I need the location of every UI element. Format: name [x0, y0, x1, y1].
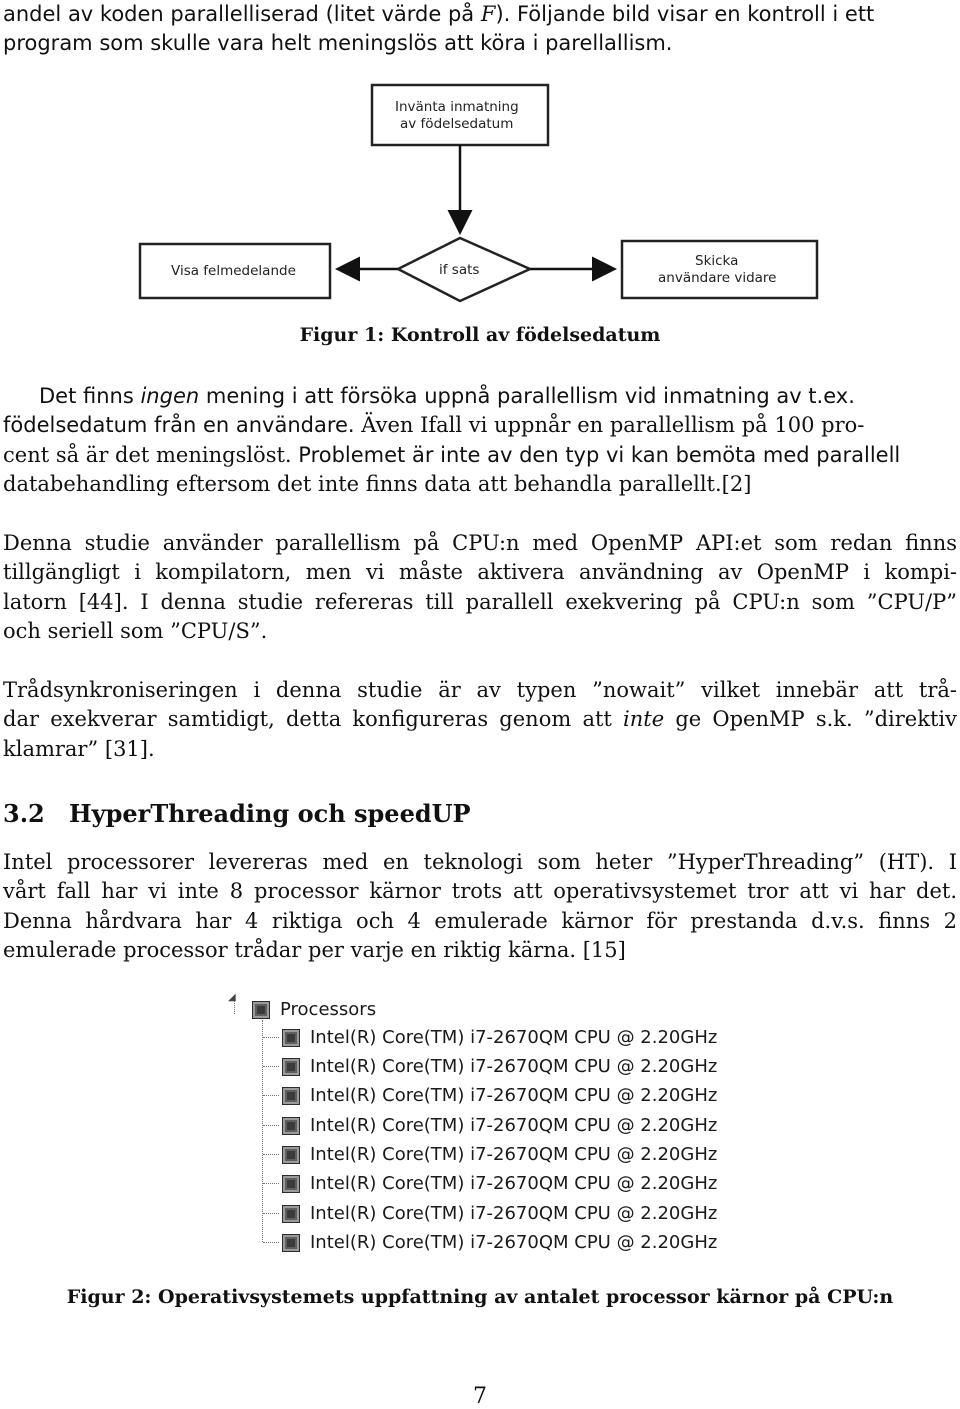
flowchart-send-line1: Skicka [695, 253, 739, 269]
collapse-icon[interactable]: ◢ [228, 992, 236, 1003]
cpu-label: Intel(R) Core(TM) i7-2670QM CPU @ 2.20GHz [310, 1144, 718, 1165]
tree-item-cpu[interactable] [282, 1081, 717, 1110]
processor-icon [282, 1029, 300, 1047]
tree-root-label: Processors [280, 999, 377, 1020]
p3-line2-b: ge OpenMP s.k. ”direktiv [664, 707, 957, 732]
cpu-label: Intel(R) Core(TM) i7-2670QM CPU @ 2.20GHz [310, 1027, 718, 1048]
processor-icon [282, 1205, 300, 1223]
p1-line1-b: mening i att försöka uppnå parallellism vid inmatning av t.ex. [199, 384, 855, 408]
p1-line3-serif: cent så är det meningslöst. [3, 442, 292, 467]
p4-line4: emulerade processor trådar per varje en riktig kärna. [15] [3, 938, 626, 963]
p1-line3-sans: Problemet är inte av den typ vi kan bemöta med parallell [291, 442, 901, 467]
tree-item-cpu[interactable] [282, 1111, 717, 1140]
cpu-label: Intel(R) Core(TM) i7-2670QM CPU @ 2.20GHz [310, 1173, 718, 1194]
intro-variable-f: F [480, 2, 496, 26]
paragraph-4 [3, 848, 957, 966]
tree-item-cpu[interactable] [282, 1199, 717, 1228]
page-number: 7 [473, 1384, 487, 1409]
p1-line1-a: Det finns [39, 384, 141, 408]
paragraph-2 [3, 529, 957, 647]
processor-icon [282, 1058, 300, 1076]
figure1-caption: Figur 1: Kontroll av födelsedatum [299, 324, 661, 346]
p2-line4: och seriell som ”CPU/S”. [3, 619, 268, 644]
tree-item-cpu[interactable] [282, 1023, 717, 1052]
intro-text [3, 0, 957, 59]
flowchart-send-line2: användare vidare [658, 270, 777, 286]
intro-line2: program som skulle vara helt meningslös att köra i parellallism. [3, 31, 673, 56]
flowchart-input-box [372, 85, 548, 145]
tree-item-cpu[interactable] [282, 1228, 717, 1257]
processor-icon [282, 1175, 300, 1193]
p2-line2: tillgängligt i kompilatorn, men vi måste aktivera användning av OpenMP i kompi- [3, 560, 957, 585]
p3-line3: klamrar” [31]. [3, 736, 155, 761]
device-tree [224, 988, 724, 1263]
intro-line1-b: ). Följande bild visar en kontroll i ett [495, 2, 875, 26]
flowchart-error-label: Visa felmedelande [171, 263, 296, 279]
processor-icon [282, 1087, 300, 1105]
tree-item-cpu[interactable] [282, 1140, 717, 1169]
flowchart-figure [130, 80, 830, 310]
tree-guide-children [262, 1020, 263, 1242]
cpu-label: Intel(R) Core(TM) i7-2670QM CPU @ 2.20GHz [310, 1085, 718, 1106]
processor-icon [282, 1146, 300, 1164]
p4-line1: Intel processorer levereras med en teknologi som heter ”HyperThreading” (HT). I [3, 850, 957, 874]
p1-line1-em: ingen [140, 384, 200, 408]
flowchart-input-line2: av födelsedatum [400, 116, 514, 132]
paragraph-3 [3, 676, 957, 764]
cpu-label: Intel(R) Core(TM) i7-2670QM CPU @ 2.20GHz [310, 1232, 718, 1253]
p1-line2-serif: Även Ifall vi uppnår en parallellism på 100 pro- [354, 413, 865, 438]
cpu-label: Intel(R) Core(TM) i7-2670QM CPU @ 2.20GHz [310, 1203, 718, 1224]
cpu-label: Intel(R) Core(TM) i7-2670QM CPU @ 2.20GHz [310, 1115, 718, 1136]
p4-line2: vårt fall har vi inte 8 processor kärnor trots att operativsystemet tror att vi har det. [3, 879, 957, 904]
p3-line1: Trådsynkroniseringen i denna studie är av typen ”nowait” vilket innebär att trå- [3, 678, 957, 702]
paragraph-1 [3, 382, 957, 500]
processor-icon [252, 1001, 270, 1019]
processor-icon [282, 1234, 300, 1252]
p1-line2-sans: födelsedatum från en användare. [3, 413, 355, 438]
section-number: 3.2 [3, 799, 45, 828]
tree-root-processors[interactable] [252, 995, 376, 1024]
p1-line4: databehandling eftersom det inte finns data att behandla parallellt.[2] [3, 472, 752, 497]
p4-line3: Denna hårdvara har 4 riktiga och 4 emulerade kärnor för prestanda d.v.s. finns 2 [3, 908, 957, 933]
figure2-caption: Figur 2: Operativsystemets uppfattning av antalet processor kärnor på CPU:n [66, 1286, 894, 1308]
p2-line3: latorn [44]. I denna studie refereras till parallell exekvering på CPU:n som ”CPU/P” [3, 589, 957, 614]
tree-item-cpu[interactable] [282, 1052, 717, 1081]
flowchart-decision-label: if sats [439, 262, 480, 278]
section-title: HyperThreading och speedUP [69, 799, 471, 828]
processor-icon [282, 1117, 300, 1135]
section-heading [3, 799, 471, 828]
tree-item-cpu[interactable] [282, 1169, 717, 1198]
p3-line2-a: dar exekverar samtidigt, detta konfigureras genom att [3, 707, 624, 732]
cpu-label: Intel(R) Core(TM) i7-2670QM CPU @ 2.20GHz [310, 1056, 718, 1077]
p3-line2-em: inte [623, 707, 665, 732]
p2-line1: Denna studie använder parallellism på CPU:n med OpenMP API:et som redan finns [3, 531, 957, 555]
intro-line1-a: andel av koden parallelliserad (litet värde på [3, 2, 481, 26]
flowchart-input-line1: Inväntа inmatning [395, 99, 519, 115]
